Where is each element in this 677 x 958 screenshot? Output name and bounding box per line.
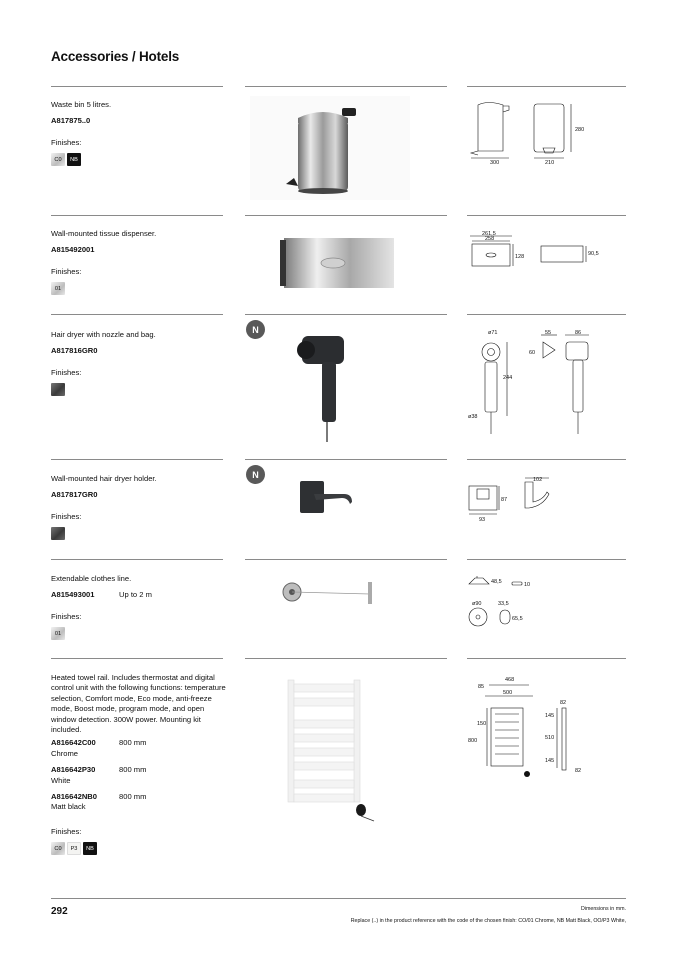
product-code: A817816GR0 (51, 346, 98, 356)
variant-code: A816642NB0 (51, 792, 98, 802)
row-rule (467, 658, 626, 659)
product-description: Hair dryer with nozzle and bag. (51, 330, 156, 339)
code-row (51, 590, 231, 600)
finishes-label: Finishes: (51, 511, 82, 521)
variant-white (51, 765, 231, 786)
footer-rule (51, 898, 626, 899)
dim-width: 300 (490, 160, 500, 166)
product-heated-towel-rail (51, 673, 231, 855)
row-rule (245, 559, 447, 560)
product-tissue-dispenser (51, 229, 231, 295)
row-rule (245, 314, 447, 315)
finishes-label: Finishes: (51, 826, 82, 836)
dim-w1: 261,5 (482, 231, 496, 237)
finish-swatch-chrome[interactable]: 01 (51, 627, 65, 640)
waste-bin-drawing (465, 96, 605, 171)
row-rule (51, 459, 223, 460)
product-code: A815492001 (51, 245, 95, 255)
dim-h: 87 (501, 497, 508, 503)
dim-i: 145 (545, 758, 555, 764)
variant-matt-black (51, 792, 231, 813)
finish-swatches (51, 383, 231, 396)
finish-swatch-chrome[interactable]: 01 (51, 282, 65, 295)
variant-finish: Matt black (51, 802, 86, 812)
finish-swatch-chrome[interactable]: C0 (51, 842, 65, 855)
product-hair-dryer (51, 330, 231, 396)
product-code: A817817GR0 (51, 490, 98, 500)
dim-h1: 60 (529, 350, 536, 356)
variant-chrome (51, 738, 231, 759)
dim-b: 500 (503, 690, 513, 696)
tissue-dispenser-drawing (465, 228, 615, 273)
product-extra: Up to 2 m (119, 590, 152, 600)
finish-swatches (51, 153, 231, 166)
finish-swatch-white[interactable]: P3 (67, 842, 81, 855)
finishes-label: Finishes: (51, 611, 82, 621)
finish-swatch-matt-black[interactable]: NB (83, 842, 97, 855)
dim-h2: 244 (503, 375, 513, 381)
waste-bin-photo (250, 96, 410, 200)
hair-dryer-holder-photo (296, 476, 356, 521)
row-rule (245, 215, 447, 216)
finish-replace-note: Replace (..) in the product reference with the code of the chosen finish: CO/01 Chrome, NB Matt Black, OO/P3 White, (350, 918, 626, 924)
dim-d4: ø38 (468, 414, 478, 420)
finish-swatch-graphite[interactable] (51, 383, 65, 396)
page-title: Accessories / Hotels (51, 49, 180, 64)
row-rule (467, 459, 626, 460)
dim-d3: 86 (575, 330, 582, 336)
row-rule (51, 215, 223, 216)
hair-dryer-drawing (465, 326, 615, 438)
finish-swatches (51, 627, 231, 640)
product-code: A815493001 (51, 590, 95, 600)
row-rule (51, 658, 223, 659)
finish-swatch-matt-black[interactable]: NB (67, 153, 81, 166)
row-rule (467, 86, 626, 87)
finish-swatches (51, 842, 231, 855)
product-hair-dryer-holder (51, 474, 231, 540)
row-rule (467, 559, 626, 560)
product-description: Extendable clothes line. (51, 574, 132, 583)
dim-depth: 210 (545, 160, 555, 166)
clothes-line-drawing (465, 572, 585, 632)
dim-a: 48,5 (491, 579, 502, 585)
hair-dryer-photo (296, 332, 356, 444)
dim-height: 280 (575, 127, 585, 133)
dimensions-note: Dimensions in mm. (580, 906, 626, 912)
page-number: 292 (51, 906, 68, 917)
dim-w2: 258 (485, 236, 495, 242)
dim-e: 65,5 (512, 616, 523, 622)
dim-d: 93 (479, 517, 486, 523)
dim-c: ø90 (472, 601, 482, 607)
new-badge: N (246, 320, 265, 339)
variant-finish: White (51, 775, 71, 785)
product-description: Waste bin 5 litres. (51, 100, 112, 109)
dim-c: 85 (478, 684, 485, 690)
variant-size: 800 mm (119, 792, 147, 802)
row-rule (51, 559, 223, 560)
finishes-label: Finishes: (51, 367, 82, 377)
dim-h: 510 (545, 735, 555, 741)
dim-d: 82 (560, 700, 567, 706)
variant-code: A816642P30 (51, 765, 96, 775)
finish-swatch-chrome[interactable]: C0 (51, 153, 65, 166)
tissue-dispenser-photo (278, 232, 408, 292)
dim-d: 33,5 (498, 601, 509, 607)
row-rule (245, 86, 447, 87)
variant-size: 800 mm (119, 738, 147, 748)
towel-rail-photo (282, 676, 382, 822)
dim-d2: 55 (545, 330, 552, 336)
new-badge: N (246, 465, 265, 484)
finish-swatch-graphite[interactable] (51, 527, 65, 540)
dim-e: 145 (545, 713, 555, 719)
row-rule (245, 658, 447, 659)
product-waste-bin (51, 100, 231, 166)
variant-code: A816642C00 (51, 738, 96, 748)
variant-finish: Chrome (51, 748, 79, 758)
dim-b: 10 (524, 582, 531, 588)
product-description: Wall-mounted hair dryer holder. (51, 474, 157, 483)
dim-d1: ø71 (488, 330, 498, 336)
dim-j: 82 (575, 768, 582, 774)
product-clothes-line (51, 574, 231, 640)
dim-w: 102 (533, 477, 543, 483)
finish-swatches (51, 527, 231, 540)
dim-d: 90,5 (588, 251, 599, 257)
finishes-label: Finishes: (51, 266, 82, 276)
row-rule (467, 215, 626, 216)
finishes-label: Finishes: (51, 137, 82, 147)
dim-g: 800 (468, 738, 478, 744)
row-rule (467, 314, 626, 315)
row-rule (51, 314, 223, 315)
variant-size: 800 mm (119, 765, 147, 775)
dim-h: 128 (515, 254, 525, 260)
dim-a: 468 (505, 677, 515, 683)
product-description: Wall-mounted tissue dispenser. (51, 229, 157, 238)
row-rule (245, 459, 447, 460)
finish-swatches (51, 282, 231, 295)
product-code: A817875..0 (51, 116, 91, 126)
towel-rail-drawing (465, 668, 605, 778)
clothes-line-photo (280, 574, 380, 610)
product-description: Heated towel rail. Includes thermostat and digital control unit with the following functions: temperature selection, Comfort mode, Eco mode, anti-freeze mode, Boost mode, program mode, and open window detection. 300W power. Mounting kit included. (51, 673, 226, 735)
dim-f: 150 (477, 721, 487, 727)
hair-dryer-holder-drawing (465, 472, 605, 527)
row-rule (51, 86, 223, 87)
